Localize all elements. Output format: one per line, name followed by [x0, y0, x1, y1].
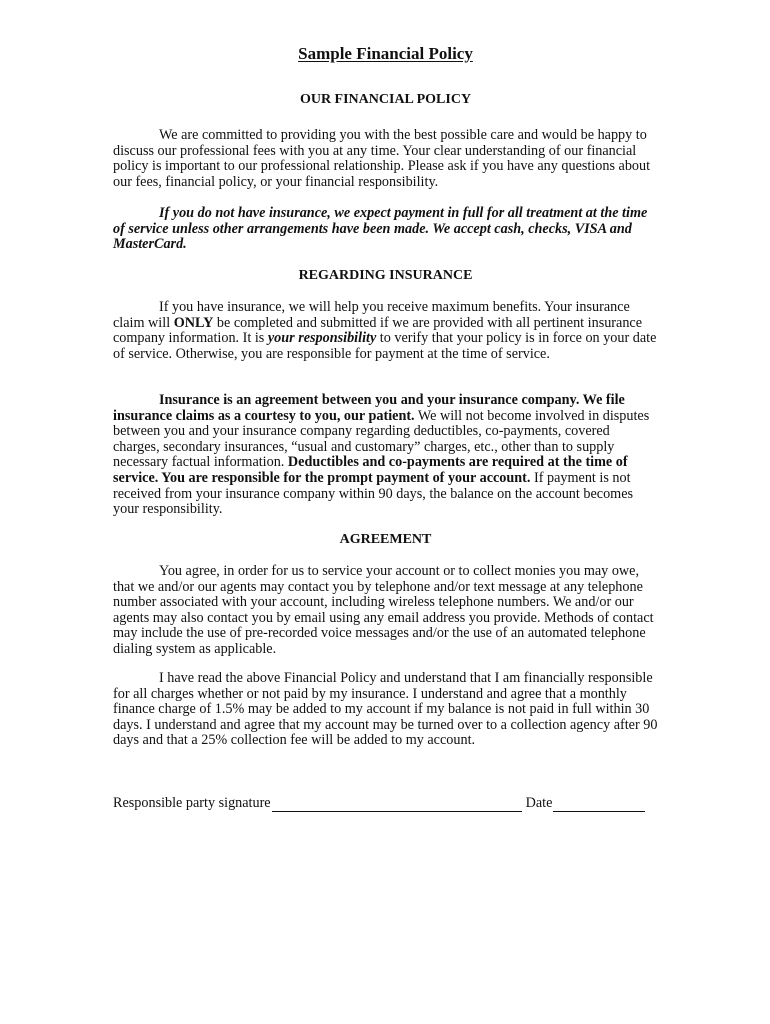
insurance-responsibility-emphasis: your responsibility	[267, 330, 377, 347]
paragraph-insurance-claims	[113, 300, 658, 362]
signature-row	[113, 795, 658, 812]
insurance-text-3: to verify that your policy is in force on your date of service. Otherwise, you are responsible for payment at the time of service.	[113, 330, 657, 362]
insurance-text-2: be completed and submitted if we are provided with all pertinent insurance company information. It is	[113, 314, 643, 347]
signature-line[interactable]	[272, 797, 522, 812]
date-line[interactable]	[553, 797, 645, 812]
heading-financial-policy: OUR FINANCIAL POLICY	[299, 92, 472, 107]
agreement-bold-2: Deductibles and co-payments are required at the time of service. You are responsible for the prompt payment of your account.	[113, 454, 628, 486]
paragraph-commitment: We are committed to providing you with the best possible care and would be happy to discuss our professional fees with you at any time. Your clear understanding of our financial policy is important to our professional relationship. Please ask if you have any questions about our fees, financial policy, or your financial responsibility.	[113, 127, 651, 190]
insurance-text-1: If you have insurance, we will help you receive maximum benefits. Your insurance claim will	[113, 299, 630, 331]
agreement-text-2: If payment is not received from your insurance company within 90 days, the balance on the account becomes your responsibility.	[113, 469, 634, 518]
paragraph-acknowledgement: I have read the above Financial Policy and understand that I am financially responsible for all charges whether or not paid by my insurance. I understand and agree that a monthly finance charge of 1.5% may be added to my account if my balance is not paid in full within 30 days. I understand and agree that my account may be turned over to a collection agency after 90 days and that a 25% collection fee will be added to my account.	[113, 670, 658, 749]
agreement-bold-1: Insurance is an agreement between you and your insurance company. We file insurance claims as a courtesy to you, our patient.	[113, 392, 625, 424]
insurance-only-emphasis: ONLY	[173, 314, 214, 331]
paragraph-no-insurance: If you do not have insurance, we expect payment in full for all treatment at the time of service unless other arrangements have been made. We accept cash, checks, VISA and MasterCard.	[113, 205, 648, 253]
paragraph-insurance-agreement	[113, 393, 658, 518]
heading-regarding-insurance: REGARDING INSURANCE	[298, 268, 473, 283]
agreement-text-1: We will not become involved in disputes between you and your insurance company regarding deductibles, co-payments, covered charges, secondary insurances, “usual and customary” charges, etc., other than to supply necessary factual information.	[113, 407, 650, 471]
heading-agreement: AGREEMENT	[339, 532, 432, 547]
signature-label: Responsible party signature	[113, 795, 271, 811]
paragraph-contact-consent: You agree, in order for us to service your account or to collect monies you may owe, that we and/or our agents may contact you by telephone and/or text message at any telephone number associated with your account, including wireless telephone numbers. We and/or our agents may also contact you by email using any email address you provide. Methods of contact may include the use of pre-recorded voice messages and/or the use of an automated telephone dialing system as applicable.	[113, 563, 654, 657]
document-title: Sample Financial Policy	[298, 44, 473, 63]
date-label: Date	[525, 795, 553, 811]
